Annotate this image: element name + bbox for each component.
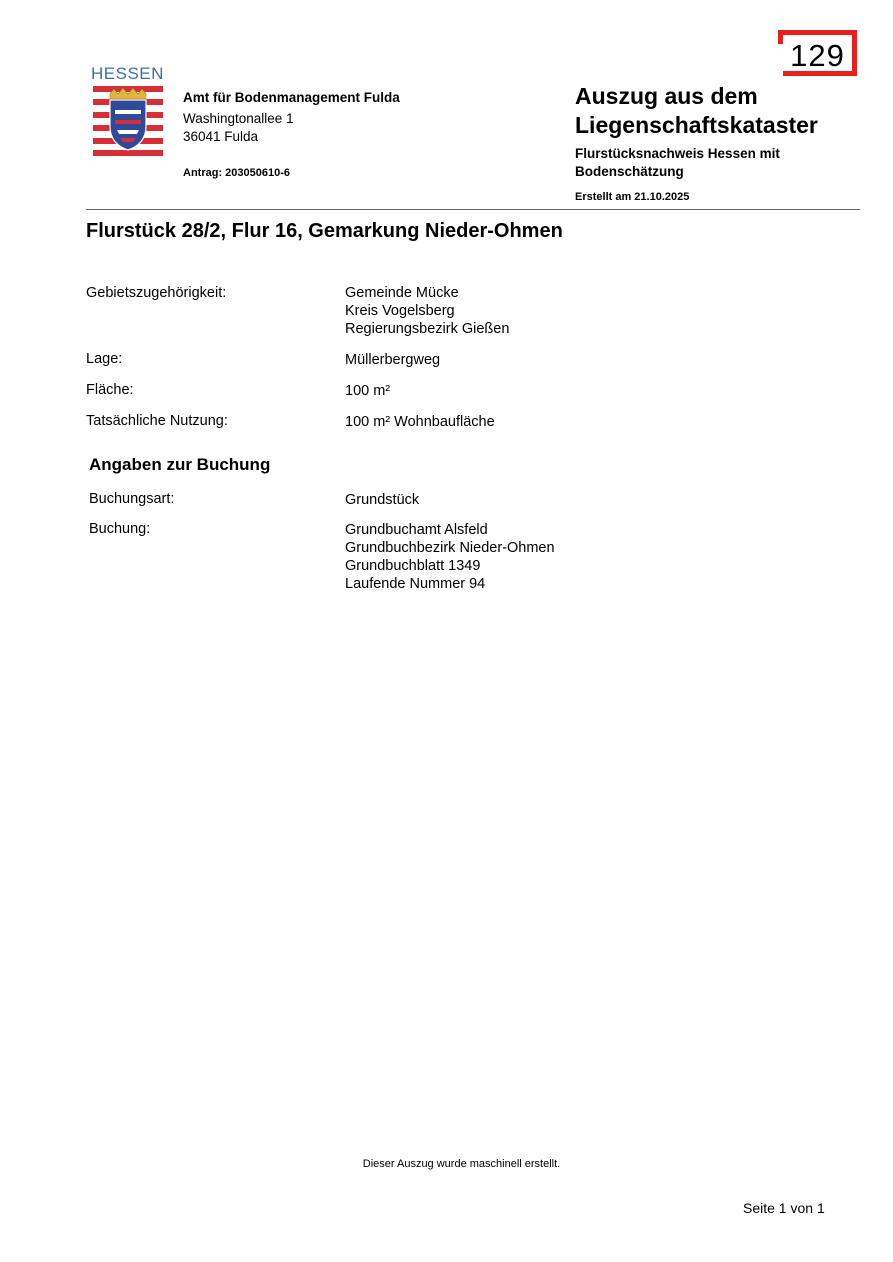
document-title-line-2: Liegenschaftskataster xyxy=(575,112,818,138)
booking-entry-values xyxy=(345,521,555,593)
creation-date: Erstellt am 21.10.2025 xyxy=(575,191,690,203)
booking-entry-label: Buchung: xyxy=(89,521,151,537)
usage-label: Tatsächliche Nutzung: xyxy=(86,413,228,429)
area-value: 100 m² xyxy=(345,383,391,399)
page-number: 129 xyxy=(790,38,845,73)
parcel-heading: Flurstück 28/2, Flur 16, Gemarkung Nieder-Ohmen xyxy=(86,220,563,242)
area-label: Fläche: xyxy=(86,382,134,398)
area-membership-values xyxy=(345,284,509,338)
document-subtitle xyxy=(575,145,865,181)
booking-type-value: Grundstück xyxy=(345,492,420,508)
land-registry-sheet: Grundbuchblatt 1349 xyxy=(345,558,481,574)
office-name: Amt für Bodenmanagement Fulda xyxy=(183,90,400,105)
hessen-coat-of-arms-icon xyxy=(93,86,163,156)
header-divider xyxy=(86,209,860,210)
document-title xyxy=(575,82,865,140)
hessen-logo-text: HESSEN xyxy=(91,64,164,83)
location-value: Müllerbergweg xyxy=(345,352,441,368)
land-registry-district: Grundbuchbezirk Nieder-Ohmen xyxy=(345,540,555,556)
request-number: Antrag: 203050610-6 xyxy=(183,167,291,179)
area-membership-district: Kreis Vogelsberg xyxy=(345,303,455,319)
page-indicator: Seite 1 von 1 xyxy=(743,1200,825,1216)
usage-value: 100 m² Wohnbaufläche xyxy=(345,414,495,430)
area-membership-region: Regierungsbezirk Gießen xyxy=(345,321,510,337)
footer-note: Dieser Auszug wurde maschinell erstellt. xyxy=(362,1158,561,1170)
running-number: Laufende Nummer 94 xyxy=(345,576,486,592)
document-title-line-1: Auszug aus dem xyxy=(575,83,758,109)
document-subtitle-line-1: Flurstücksnachweis Hessen mit xyxy=(575,146,780,161)
office-city: 36041 Fulda xyxy=(183,129,259,144)
document-subtitle-line-2: Bodenschätzung xyxy=(575,164,684,179)
area-membership-label: Gebietszugehörigkeit: xyxy=(86,285,227,301)
location-label: Lage: xyxy=(86,351,123,367)
booking-heading: Angaben zur Buchung xyxy=(89,455,271,474)
booking-type-label: Buchungsart: xyxy=(89,491,175,507)
area-membership-municipality: Gemeinde Mücke xyxy=(345,285,459,301)
office-street: Washingtonallee 1 xyxy=(183,111,294,126)
page-number-badge xyxy=(783,30,857,76)
land-registry-office: Grundbuchamt Alsfeld xyxy=(345,522,488,538)
